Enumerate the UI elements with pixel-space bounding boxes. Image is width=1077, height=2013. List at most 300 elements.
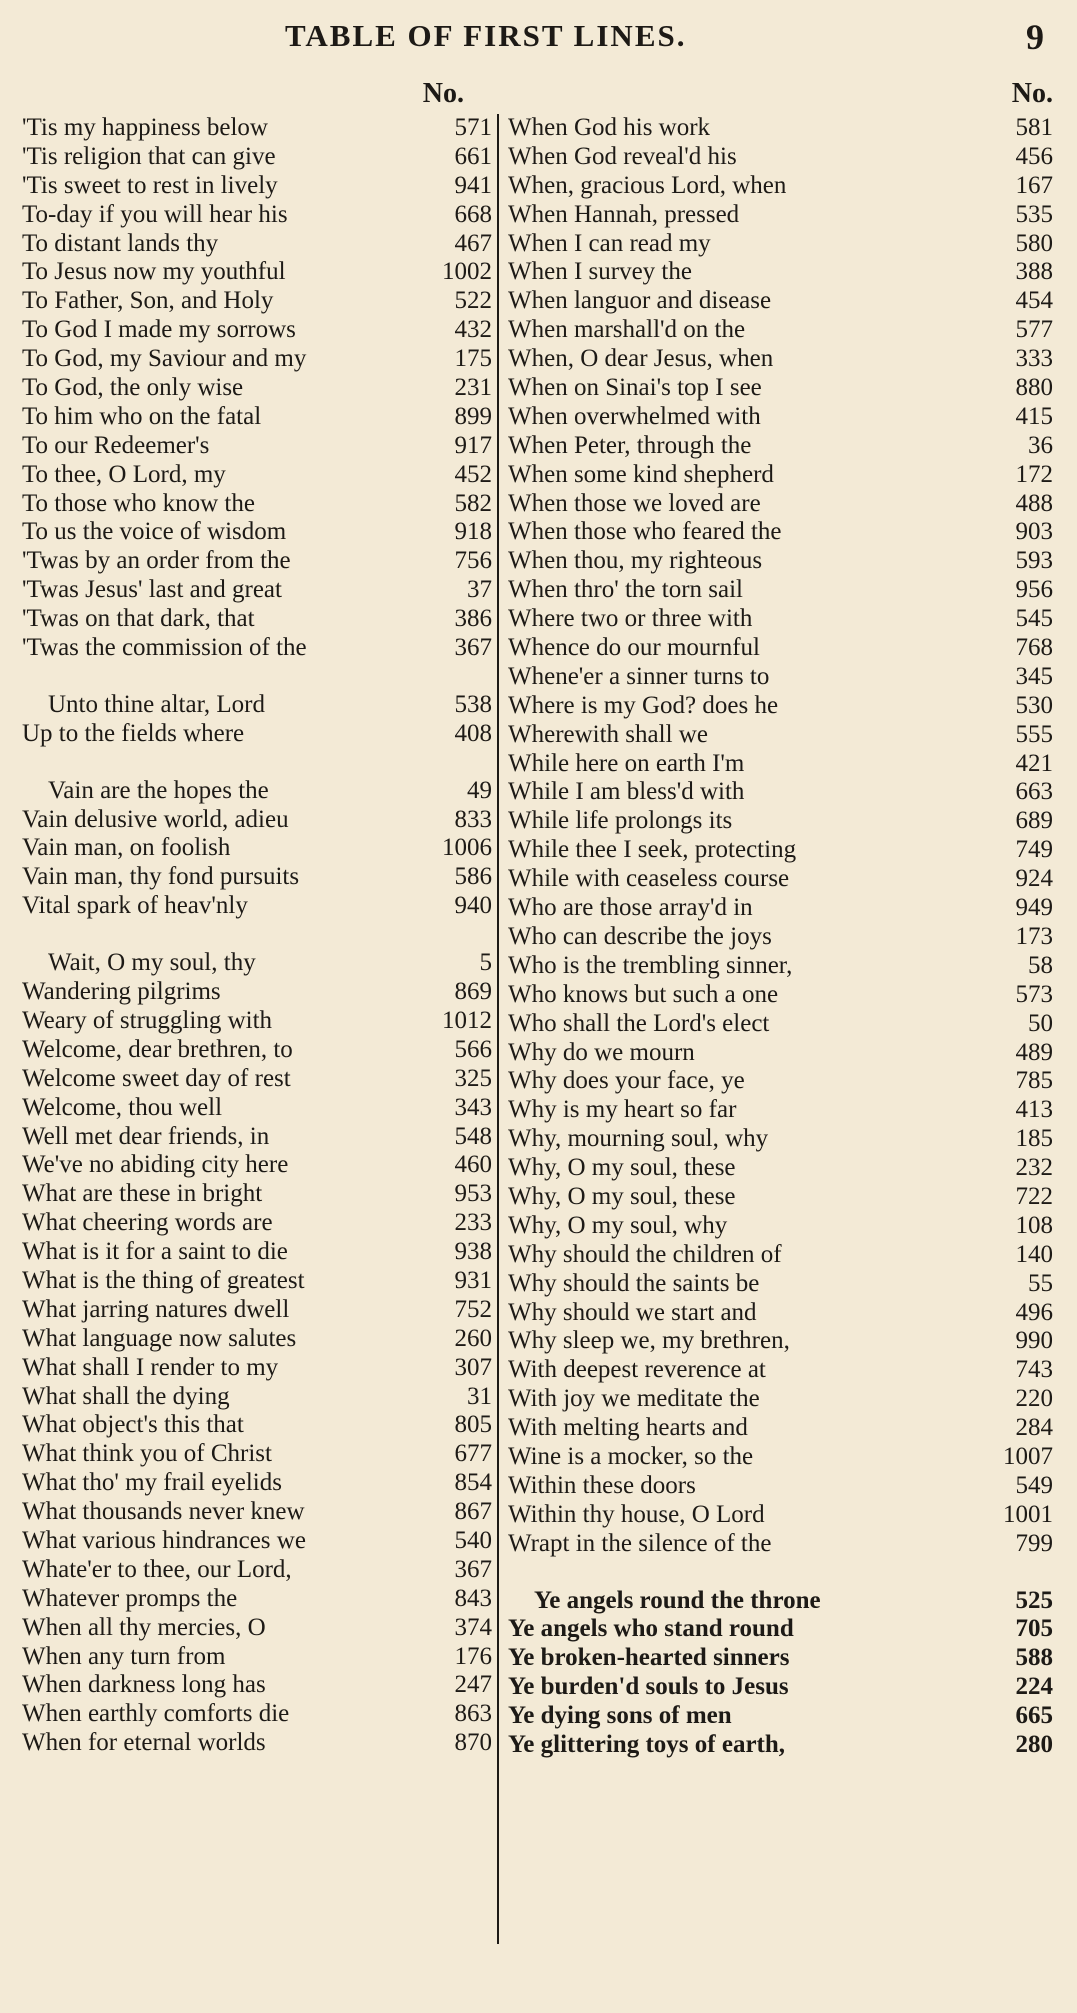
first-line-text: Unto thine altar, Lord	[48, 690, 265, 718]
first-line-text: When thou, my righteous	[508, 547, 763, 575]
first-line-text: Who are those array'd in	[508, 894, 753, 922]
left-column	[22, 74, 492, 1758]
first-line-text: Who can describe the joys	[508, 922, 772, 950]
hymn-number: 571	[454, 114, 492, 141]
first-line-text: When those who feared the	[508, 518, 782, 546]
list-item	[22, 605, 492, 634]
list-item	[22, 1354, 492, 1383]
list-item	[22, 1383, 492, 1412]
first-line-text: Wandering pilgrims	[22, 978, 221, 1006]
hymn-number: 722	[1015, 1182, 1053, 1210]
first-line-text: With joy we meditate the	[508, 1385, 760, 1413]
list-item	[508, 1270, 1053, 1299]
list-item	[22, 1151, 492, 1180]
hymn-number: 899	[454, 402, 492, 430]
list-item	[22, 1065, 492, 1094]
list-item	[22, 834, 492, 863]
first-line-text: While life prolongs its	[508, 807, 733, 835]
first-line-text: We've no abiding city here	[22, 1151, 289, 1179]
list-item	[22, 1671, 492, 1700]
column-divider	[497, 114, 499, 1944]
list-item	[22, 1007, 492, 1036]
first-line-text: When all thy mercies, O	[22, 1613, 266, 1641]
first-line-text: Wherewith shall we	[508, 720, 708, 748]
first-line-text: Who shall the Lord's elect	[508, 1009, 770, 1037]
hymn-number: 175	[454, 345, 492, 373]
hymn-number: 343	[454, 1093, 492, 1121]
hymn-number: 869	[454, 978, 492, 1006]
first-line-text: Within thy house, O Lord	[508, 1500, 765, 1528]
list-item	[508, 1183, 1053, 1212]
hymn-number: 1012	[442, 1006, 492, 1034]
list-item	[508, 576, 1053, 605]
list-item	[508, 923, 1053, 952]
list-item	[508, 1501, 1053, 1530]
hymn-number: 421	[1015, 749, 1053, 777]
hymn-number: 833	[454, 805, 492, 833]
list-item	[22, 1094, 492, 1123]
hymn-number: 663	[1015, 778, 1053, 806]
list-item	[22, 345, 492, 374]
first-line-text: To distant lands thy	[22, 229, 219, 257]
right-column	[508, 74, 1053, 1760]
first-line-text: Wait, O my soul, thy	[48, 949, 256, 977]
list-item	[22, 978, 492, 1007]
first-line-text: What is the thing of greatest	[22, 1266, 305, 1294]
list-item	[508, 1241, 1053, 1270]
first-line-text: To God I made my sorrows	[22, 316, 296, 344]
hymn-number: 756	[454, 547, 492, 575]
hymn-number: 843	[454, 1584, 492, 1612]
list-item	[22, 1440, 492, 1469]
hymn-number: 345	[1015, 662, 1053, 690]
list-item	[508, 1731, 1053, 1760]
first-line-text: When I survey the	[508, 258, 692, 286]
hymn-number: 172	[1015, 460, 1053, 488]
list-item	[22, 114, 492, 143]
hymn-number: 333	[1015, 345, 1053, 373]
list-item	[508, 201, 1053, 230]
first-line-text: Why should the children of	[508, 1240, 782, 1268]
first-lines-list-left	[22, 114, 492, 1758]
hymn-number: 454	[1015, 287, 1053, 315]
first-line-text: What language now salutes	[22, 1324, 297, 1352]
list-item	[22, 1585, 492, 1614]
list-item	[22, 777, 492, 806]
hymn-number: 665	[1015, 1702, 1053, 1730]
list-item	[22, 403, 492, 432]
hymn-number: 456	[1015, 142, 1053, 170]
first-line-text: Vital spark of heav'nly	[22, 892, 248, 920]
first-line-text: 'Twas by an order from the	[22, 547, 291, 575]
list-item	[508, 894, 1053, 923]
hymn-number: 903	[1015, 518, 1053, 546]
list-item	[22, 547, 492, 576]
list-item	[22, 1267, 492, 1296]
hymn-number: 990	[1015, 1327, 1053, 1355]
first-line-text: When I can read my	[508, 229, 711, 257]
page-number: 9	[1026, 17, 1044, 57]
first-line-text: Where two or three with	[508, 605, 753, 633]
list-item	[22, 518, 492, 547]
list-item	[508, 518, 1053, 547]
list-item	[22, 806, 492, 835]
hymn-number: 5	[479, 949, 492, 977]
list-item	[508, 1443, 1053, 1472]
hymn-number: 768	[1015, 634, 1053, 662]
list-item	[22, 691, 492, 720]
hymn-number: 36	[1028, 431, 1053, 459]
hymn-number: 588	[1015, 1644, 1053, 1672]
first-line-text: 'Twas on that dark, that	[22, 605, 255, 633]
list-item	[508, 836, 1053, 865]
first-line-text: Ye dying sons of men	[508, 1702, 732, 1730]
list-item	[508, 807, 1053, 836]
list-item	[22, 1238, 492, 1267]
list-item	[508, 1010, 1053, 1039]
list-item	[508, 547, 1053, 576]
first-line-text: Who is the trembling sinner,	[508, 951, 793, 979]
first-line-text: With melting hearts and	[508, 1414, 748, 1442]
list-item	[508, 172, 1053, 201]
hymn-number: 577	[1015, 316, 1053, 344]
first-line-text: Ye angels round the throne	[534, 1586, 821, 1614]
hymn-number: 247	[454, 1671, 492, 1699]
list-item	[508, 1702, 1053, 1731]
list-item	[508, 432, 1053, 461]
first-line-text: To thee, O Lord, my	[22, 460, 226, 488]
first-line-text: When God reveal'd his	[508, 142, 737, 170]
first-line-text: Welcome sweet day of rest	[22, 1064, 291, 1092]
first-line-text: Welcome, dear brethren, to	[22, 1035, 293, 1063]
list-item	[508, 230, 1053, 259]
first-line-text: When Peter, through the	[508, 431, 752, 459]
first-line-text: Why is my heart so far	[508, 1096, 737, 1124]
first-line-text: When marshall'd on the	[508, 316, 746, 344]
hymn-number: 140	[1015, 1240, 1053, 1268]
first-line-text: Weary of struggling with	[22, 1006, 273, 1034]
number-column-label: No.	[422, 78, 464, 109]
first-line-text: Ye glittering toys of earth,	[508, 1730, 786, 1758]
hymn-number: 749	[1015, 836, 1053, 864]
list-item	[22, 490, 492, 519]
hymn-number: 1007	[1003, 1442, 1053, 1470]
list-item	[22, 1123, 492, 1152]
list-item	[22, 1036, 492, 1065]
list-item	[508, 1615, 1053, 1644]
first-line-text: When earthly comforts die	[22, 1700, 290, 1728]
list-item	[508, 1299, 1053, 1328]
first-line-text: When overwhelmed with	[508, 402, 761, 430]
list-item	[508, 1472, 1053, 1501]
first-line-text: When, gracious Lord, when	[508, 171, 787, 199]
first-line-text: What shall the dying	[22, 1382, 230, 1410]
hymn-number: 593	[1015, 547, 1053, 575]
first-line-text: When, O dear Jesus, when	[508, 345, 774, 373]
list-item	[22, 1296, 492, 1325]
hymn-number: 854	[454, 1469, 492, 1497]
hymn-number: 863	[454, 1700, 492, 1728]
hymn-number: 535	[1015, 200, 1053, 228]
list-item	[22, 1700, 492, 1729]
hymn-number: 867	[454, 1498, 492, 1526]
page-title: TABLE OF FIRST LINES.	[285, 18, 687, 53]
hymn-number: 37	[467, 576, 492, 604]
list-item	[508, 1385, 1053, 1414]
first-line-text: What thousands never knew	[22, 1498, 305, 1526]
hymn-number: 580	[1015, 229, 1053, 257]
first-line-text: Up to the fields where	[22, 719, 245, 747]
first-line-text: Wine is a mocker, so the	[508, 1442, 754, 1470]
list-item	[508, 1096, 1053, 1125]
first-line-text: 'Tis sweet to rest in lively	[22, 171, 278, 199]
hymn-number: 58	[1028, 951, 1053, 979]
hymn-number: 307	[454, 1353, 492, 1381]
hymn-number: 805	[454, 1411, 492, 1439]
first-line-text: 'Twas Jesus' last and great	[22, 576, 282, 604]
list-item	[22, 576, 492, 605]
first-line-text: To Jesus now my youthful	[22, 258, 286, 286]
first-line-text: Why, O my soul, why	[508, 1211, 728, 1239]
hymn-number: 540	[454, 1526, 492, 1554]
first-line-text: When those we loved are	[508, 489, 761, 517]
hymn-number: 1006	[442, 834, 492, 862]
first-line-text: Whatever promps the	[22, 1584, 238, 1612]
hymn-number: 548	[454, 1122, 492, 1150]
first-line-text: When on Sinai's top I see	[508, 374, 762, 402]
first-line-text: Why sleep we, my brethren,	[508, 1327, 790, 1355]
first-line-text: What is it for a saint to die	[22, 1238, 288, 1266]
hymn-number: 452	[454, 460, 492, 488]
first-line-text: When darkness long has	[22, 1671, 266, 1699]
list-item	[508, 403, 1053, 432]
first-line-text: To those who know the	[22, 489, 255, 517]
hymn-number: 108	[1015, 1211, 1053, 1239]
first-line-text: 'Tis my happiness below	[22, 114, 268, 141]
hymn-number: 549	[1015, 1471, 1053, 1499]
hymn-number: 545	[1015, 605, 1053, 633]
list-item	[22, 1325, 492, 1354]
first-line-text: Why, mourning soul, why	[508, 1125, 769, 1153]
hymn-number: 167	[1015, 171, 1053, 199]
hymn-number: 917	[454, 431, 492, 459]
hymn-number: 661	[454, 142, 492, 170]
first-line-text: When some kind shepherd	[508, 460, 774, 488]
list-item	[508, 692, 1053, 721]
first-line-text: Whence do our mournful	[508, 634, 761, 662]
list-item	[22, 143, 492, 172]
list-item	[508, 1414, 1053, 1443]
hymn-number: 581	[1015, 114, 1053, 141]
hymn-number: 280	[1015, 1730, 1053, 1758]
first-line-text: What various hindrances we	[22, 1526, 306, 1554]
first-line-text: While here on earth I'm	[508, 749, 745, 777]
first-line-text: 'Twas the commission of the	[22, 634, 307, 662]
list-item	[22, 1556, 492, 1585]
hymn-number: 367	[454, 634, 492, 662]
list-item	[22, 949, 492, 978]
hymn-number: 284	[1015, 1414, 1053, 1442]
list-item	[22, 172, 492, 201]
first-line-text: To God, my Saviour and my	[22, 345, 307, 373]
first-line-text: When God his work	[508, 114, 711, 141]
list-item	[508, 1530, 1053, 1559]
hymn-number: 408	[454, 719, 492, 747]
hymn-number: 525	[1015, 1586, 1053, 1614]
list-item	[22, 316, 492, 345]
first-line-text: What are these in bright	[22, 1180, 263, 1208]
first-line-text: Who knows but such a one	[508, 980, 779, 1008]
first-line-text: Why, O my soul, these	[508, 1182, 736, 1210]
first-line-text: When Hannah, pressed	[508, 200, 740, 228]
first-line-text: To us the voice of wisdom	[22, 518, 287, 546]
hymn-number: 689	[1015, 807, 1053, 835]
first-line-text: Vain man, thy fond pursuits	[22, 863, 300, 891]
list-item	[22, 201, 492, 230]
hymn-number: 705	[1015, 1615, 1053, 1643]
hymn-number: 582	[454, 489, 492, 517]
first-line-text: To God, the only wise	[22, 374, 244, 402]
list-item	[508, 981, 1053, 1010]
left-column-header	[22, 74, 492, 114]
list-item	[508, 258, 1053, 287]
hymn-number: 880	[1015, 374, 1053, 402]
hymn-number: 220	[1015, 1385, 1053, 1413]
first-line-text: Whene'er a sinner turns to	[508, 662, 770, 690]
first-line-text: Whate'er to thee, our Lord,	[22, 1555, 292, 1583]
hymn-number: 940	[454, 892, 492, 920]
list-item	[22, 432, 492, 461]
hymn-number: 799	[1015, 1529, 1053, 1557]
list-item	[22, 1614, 492, 1643]
hymn-number: 460	[454, 1151, 492, 1179]
hymn-number: 49	[467, 776, 492, 804]
hymn-number: 1001	[1003, 1500, 1053, 1528]
list-item	[508, 316, 1053, 345]
hymn-number: 55	[1028, 1269, 1053, 1297]
list-item	[508, 490, 1053, 519]
hymn-number: 941	[454, 171, 492, 199]
list-item	[508, 1587, 1053, 1616]
list-item	[508, 778, 1053, 807]
first-line-text: With deepest reverence at	[508, 1356, 766, 1384]
first-line-text: To-day if you will hear his	[22, 200, 288, 228]
hymn-number: 325	[454, 1064, 492, 1092]
hymn-number: 386	[454, 605, 492, 633]
first-line-text: To our Redeemer's	[22, 431, 210, 459]
list-item	[22, 287, 492, 316]
list-item	[22, 720, 492, 749]
first-line-text: Ye broken-hearted sinners	[508, 1644, 790, 1672]
list-item	[22, 1643, 492, 1672]
list-item	[22, 258, 492, 287]
hymn-number: 496	[1015, 1298, 1053, 1326]
list-item	[22, 461, 492, 490]
first-line-text: What cheering words are	[22, 1209, 273, 1237]
hymn-number: 232	[1015, 1154, 1053, 1182]
hymn-number: 530	[1015, 691, 1053, 719]
list-item	[22, 634, 492, 663]
hymn-number: 1002	[442, 258, 492, 286]
hymn-number: 185	[1015, 1125, 1053, 1153]
list-item	[508, 1125, 1053, 1154]
list-item	[508, 1212, 1053, 1241]
hymn-number: 538	[454, 690, 492, 718]
first-line-text: What think you of Christ	[22, 1440, 272, 1468]
hymn-number: 956	[1015, 576, 1053, 604]
first-line-text: While thee I seek, protecting	[508, 836, 797, 864]
first-line-text: Vain man, on foolish	[22, 834, 231, 862]
first-line-text: Vain are the hopes the	[48, 776, 269, 804]
hymn-number: 224	[1015, 1673, 1053, 1701]
first-line-text: Why should we start and	[508, 1298, 757, 1326]
first-line-text: To Father, Son, and Holy	[22, 287, 274, 315]
first-line-text: Vain delusive world, adieu	[22, 805, 289, 833]
first-line-text: Welcome, thou well	[22, 1093, 223, 1121]
list-item	[508, 287, 1053, 316]
hymn-number: 413	[1015, 1096, 1053, 1124]
list-item	[508, 865, 1053, 894]
list-item	[508, 721, 1053, 750]
list-item	[22, 1469, 492, 1498]
list-item	[508, 605, 1053, 634]
list-item	[22, 1209, 492, 1238]
hymn-number: 573	[1015, 980, 1053, 1008]
hymn-number: 785	[1015, 1067, 1053, 1095]
list-item	[22, 1527, 492, 1556]
hymn-number: 489	[1015, 1038, 1053, 1066]
list-item	[22, 892, 492, 921]
first-line-text: Within these doors	[508, 1471, 696, 1499]
first-line-text: What jarring natures dwell	[22, 1295, 290, 1323]
hymn-number: 374	[454, 1613, 492, 1641]
hymn-number: 467	[454, 229, 492, 257]
list-item	[22, 1498, 492, 1527]
list-item	[508, 1644, 1053, 1673]
list-item	[508, 114, 1053, 143]
right-column-header	[508, 74, 1053, 114]
hymn-number: 938	[454, 1238, 492, 1266]
first-line-text: Why does your face, ye	[508, 1067, 745, 1095]
first-line-text: Wrapt in the silence of the	[508, 1529, 772, 1557]
list-item	[22, 1411, 492, 1440]
hymn-number: 924	[1015, 865, 1053, 893]
hymn-number: 432	[454, 316, 492, 344]
first-lines-list-right	[508, 114, 1053, 1760]
hymn-number: 50	[1028, 1009, 1053, 1037]
first-line-text: What object's this that	[22, 1411, 244, 1439]
hymn-number: 870	[454, 1729, 492, 1757]
hymn-number: 566	[454, 1035, 492, 1063]
page-header	[0, 18, 1077, 68]
list-item	[508, 1154, 1053, 1183]
first-line-text: While I am bless'd with	[508, 778, 745, 806]
list-item	[22, 230, 492, 259]
list-item	[508, 374, 1053, 403]
hymn-number: 586	[454, 863, 492, 891]
first-line-text: What tho' my frail eyelids	[22, 1469, 282, 1497]
first-line-text: When any turn from	[22, 1642, 226, 1670]
list-item	[22, 1180, 492, 1209]
first-line-text: Why, O my soul, these	[508, 1154, 736, 1182]
list-item	[22, 374, 492, 403]
list-item	[508, 143, 1053, 172]
list-item	[508, 663, 1053, 692]
first-line-text: When thro' the torn sail	[508, 576, 743, 604]
list-item	[508, 750, 1053, 779]
first-line-text: When languor and disease	[508, 287, 772, 315]
first-line-text: Well met dear friends, in	[22, 1122, 270, 1150]
